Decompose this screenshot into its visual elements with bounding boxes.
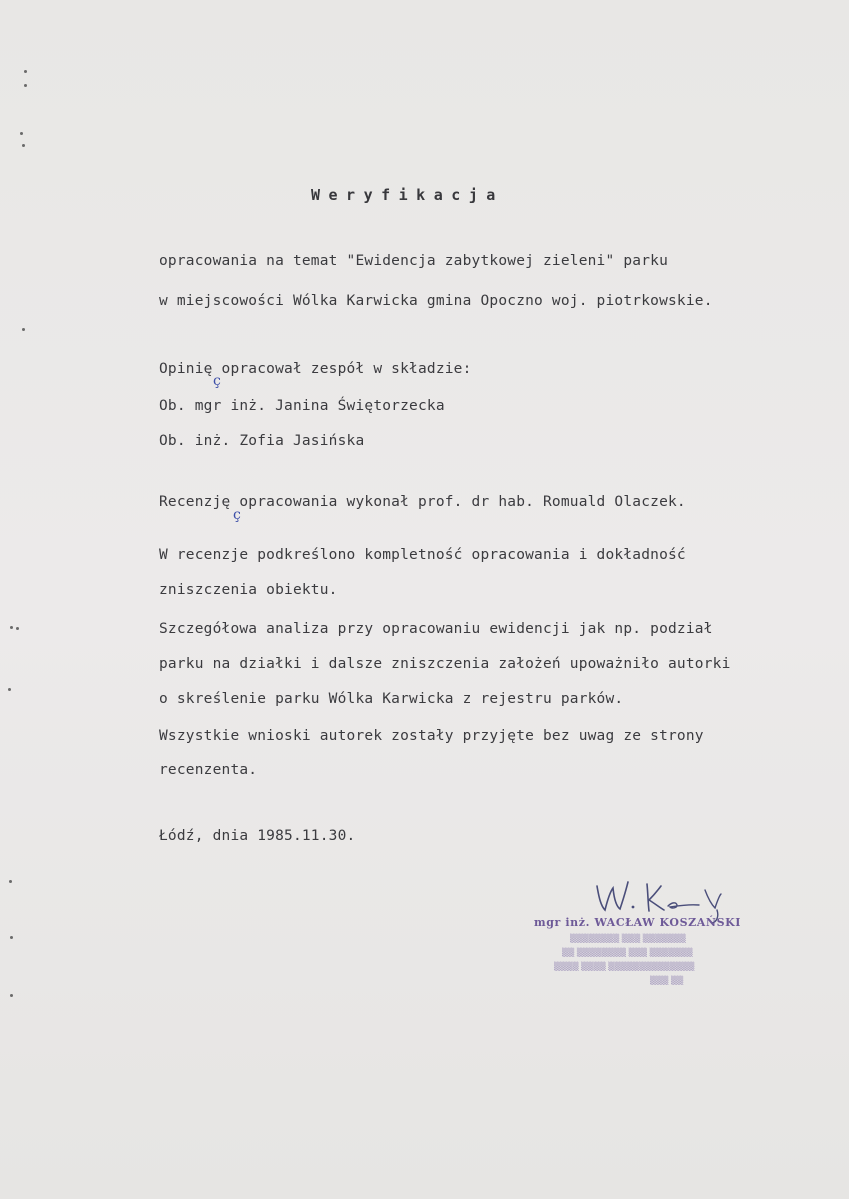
stamp-name: mgr inż. WACŁAW KOSZAŃSKI	[534, 916, 742, 929]
binder-hole	[8, 688, 11, 691]
intro-line-1: opracowania na temat "Ewidencja zabytkowej zieleni" parku	[159, 253, 668, 269]
team-member-2: Ob. inż. Zofia Jasińska	[159, 433, 365, 449]
place-date: Łódź, dnia 1985.11.30.	[159, 828, 356, 844]
binder-hole	[10, 936, 13, 939]
review-line: Recenzję opracowania wykonał prof. dr hab. Romuald Olaczek.	[159, 494, 686, 510]
binder-hole	[10, 626, 13, 629]
body-p3-line-1: Wszystkie wnioski autorek zostały przyjęte bez uwag ze strony	[159, 728, 704, 744]
binder-hole	[16, 627, 19, 630]
intro-line-2: w miejscowości Wólka Karwicka gmina Opoczno woj. piotrkowskie.	[159, 293, 713, 309]
team-heading: Opinię opracował zespół w składzie:	[159, 361, 472, 377]
stamp-faded-line: ▒▒▒▒▒▒▒▒ ▒▒▒ ▒▒▒▒▒▒▒	[570, 934, 686, 943]
team-member-1: Ob. mgr inż. Janina Świętorzecka	[159, 398, 445, 414]
body-p2-line-1: Szczegółowa analiza przy opracowaniu ewidencji jak np. podział	[159, 621, 713, 637]
binder-hole	[22, 328, 25, 331]
body-p3-line-2: recenzenta.	[159, 762, 258, 778]
body-p2-line-3: o skreślenie parku Wólka Karwicka z rejestru parków.	[159, 691, 624, 707]
body-p1-line-2: zniszczenia obiektu.	[159, 582, 338, 598]
binder-hole	[10, 994, 13, 997]
pen-correction-mark: ç	[213, 373, 221, 389]
binder-hole	[20, 132, 23, 135]
document-title: Weryfikacja	[311, 186, 504, 204]
binder-hole	[9, 880, 12, 883]
binder-hole	[22, 144, 25, 147]
stamp-faded-line: ▒▒ ▒▒▒▒▒▒▒▒ ▒▒▒ ▒▒▒▒▒▒▒	[562, 948, 693, 957]
stamp-faded-line: ▒▒▒▒ ▒▒▒▒ ▒▒▒▒▒▒▒▒▒▒▒▒▒▒	[554, 962, 695, 971]
body-p2-line-2: parku na działki i dalsze zniszczenia założeń upoważniło autorki	[159, 656, 731, 672]
binder-hole	[24, 84, 27, 87]
body-p1-line-1: W recenzje podkreślono kompletność opracowania i dokładność	[159, 547, 686, 563]
pen-correction-mark: ç	[233, 507, 241, 523]
binder-hole	[24, 70, 27, 73]
stamp-faded-line: ▒▒▒ ▒▒	[650, 976, 684, 985]
